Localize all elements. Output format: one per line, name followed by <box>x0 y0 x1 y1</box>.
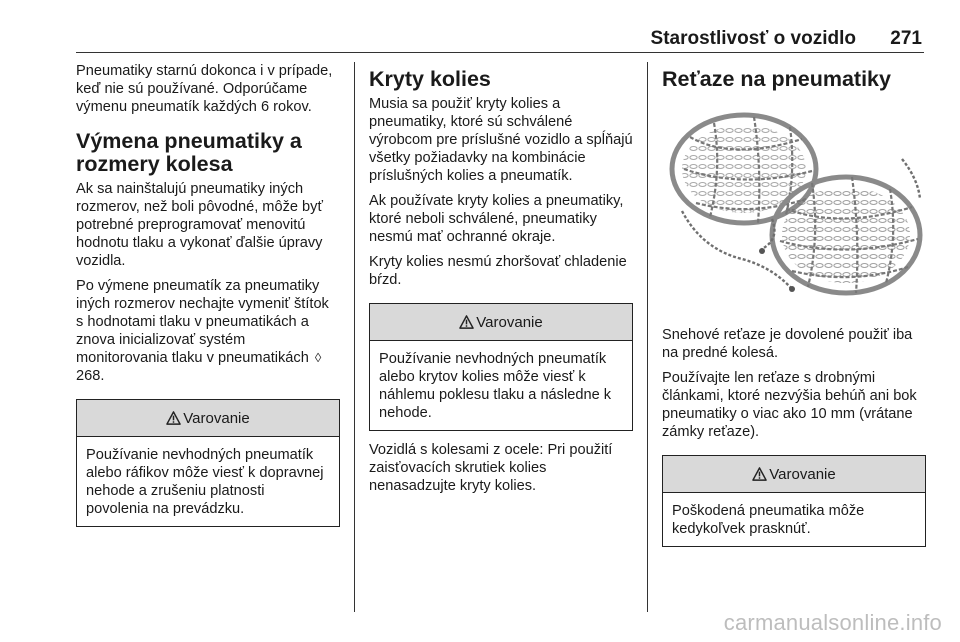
paragraph: Ak sa nainštalujú pneumatiky iných rozmerov, než boli pôvodné, môže byť potrebné preprogramovať menovitú hodnotu tlaku a vykonať ďalšie úpravy vozidla. <box>76 181 323 269</box>
page-reference-link[interactable]: 268. <box>76 368 105 384</box>
tire-chains-illustration <box>662 99 926 307</box>
paragraph: Kryty kolies nesmú zhoršovať chladenie bŕzd. <box>369 254 627 288</box>
column-separator <box>647 62 648 612</box>
warning-header <box>370 304 632 341</box>
warning-label: Varovanie <box>769 465 836 483</box>
warning-triangle-icon <box>166 411 181 425</box>
warning-header <box>663 456 925 493</box>
warning-triangle-icon <box>459 315 474 329</box>
page-number: 271 <box>890 28 922 49</box>
page-header-title: Starostlivosť o vozidlo <box>650 28 856 49</box>
column-1 <box>76 62 340 537</box>
paragraph: Ak používate kryty kolies a pneumatiky, ktoré neboli schválené, pneumatiky nesmú mať ochranné okraje. <box>369 193 624 245</box>
warning-text: Poškodená pneumatika môže kedykoľvek prasknúť. <box>672 503 865 537</box>
watermark: carmanualsonline.info <box>723 610 942 635</box>
section-heading-wheel-covers: Kryty kolies <box>369 67 491 91</box>
paragraph: Vozidlá s kolesami z ocele: Pri použití zaisťovacích skrutiek kolies nenasadzujte kryty kolies. <box>369 442 613 494</box>
warning-box <box>369 303 633 431</box>
paragraph: Používajte len reťaze s drobnými článkami, ktoré nezvýšia behúň ani bok pneumatiky o viac ako 10 mm (vrátane zámky reťaze). <box>662 370 917 440</box>
column-3 <box>662 62 926 557</box>
warning-box <box>76 399 340 527</box>
warning-triangle-icon <box>752 467 767 481</box>
paragraph: Musia sa použiť kryty kolies a pneumatiky, ktoré sú schválené výrobcom pre príslušné vozidlo a spĺňajú všetky požiadavky na kombinácie príslušných kolies a pneumatík. <box>369 96 633 184</box>
paragraph-text: Po výmene pneumatík za pneumatiky iných rozmerov nechajte vymeniť štítok s hodnotami tlaku v pneumatikách a znova inicializovať systém monitorovania tlaku v pneumatikách <box>76 278 329 366</box>
page-header <box>76 26 924 53</box>
column-separator <box>354 62 355 612</box>
warning-text: Používanie nevhodných pneumatík alebo krytov kolies môže viesť k náhlemu poklesu tlaku a následne k nehode. <box>379 351 612 421</box>
section-heading-tire-change: Výmena pneumatiky a rozmery kolesa <box>76 129 302 176</box>
warning-label: Varovanie <box>476 313 543 331</box>
reference-arrow-icon: ◊ <box>314 350 322 365</box>
column-2 <box>369 62 633 502</box>
warning-box <box>662 455 926 547</box>
warning-text: Používanie nevhodných pneumatík alebo ráfikov môže viesť k dopravnej nehode a zrušeniu platnosti povolenia na prevádzku. <box>86 447 324 517</box>
warning-header <box>77 400 339 437</box>
intro-paragraph: Pneumatiky starnú dokonca i v prípade, keď nie sú používané. Odporúčame výmenu pneumatík každých 6 rokov. <box>76 63 333 115</box>
section-heading-tire-chains: Reťaze na pneumatiky <box>662 67 891 91</box>
paragraph: Snehové reťaze je dovolené použiť iba na predné kolesá. <box>662 327 913 361</box>
paragraph <box>76 277 340 385</box>
warning-label: Varovanie <box>183 409 250 427</box>
